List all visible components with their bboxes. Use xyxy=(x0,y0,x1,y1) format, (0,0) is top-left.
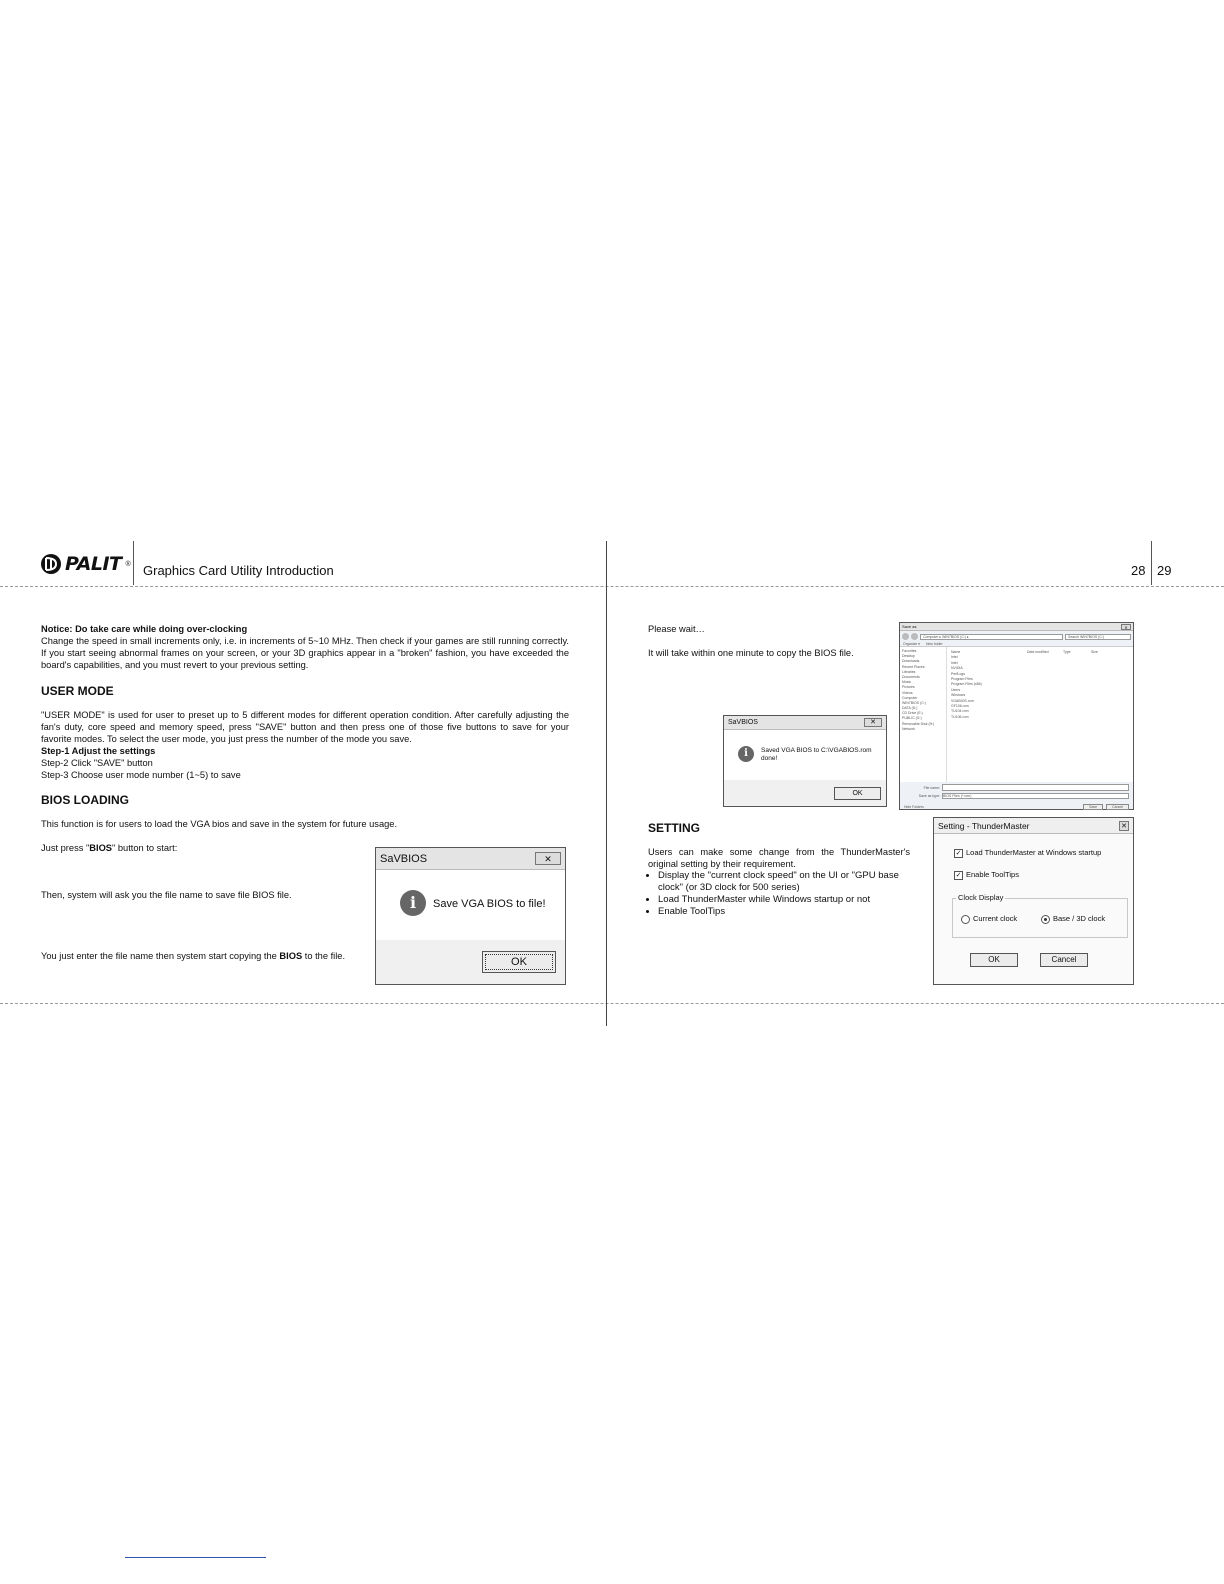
nav-pane xyxy=(900,647,947,782)
page-title: Graphics Card Utility Introduction xyxy=(143,563,334,578)
file-row[interactable]: Intel xyxy=(951,655,958,660)
nav-item[interactable]: DATA (D:) xyxy=(902,706,918,711)
base-clock-label: Base / 3D clock xyxy=(1053,914,1106,923)
saved-bios-dialog xyxy=(723,715,887,807)
setting-dialog xyxy=(933,817,1134,985)
user-mode-heading: USER MODE xyxy=(41,684,114,698)
save-fields xyxy=(900,782,1133,812)
clock-display-label: Clock Display xyxy=(958,893,1004,902)
column-date[interactable]: Date modified xyxy=(1027,649,1049,654)
notice-title: Notice: Do take care while doing over-clocking xyxy=(41,624,248,634)
address-bar[interactable]: Computer ▸ WIN7BIOS (C:) ▸ xyxy=(920,634,1063,640)
setting-intro: Users can make some change from the ThunderMaster's original setting by their requirement. xyxy=(648,847,910,869)
current-clock-radio[interactable] xyxy=(961,914,1017,924)
nav-item[interactable]: Downloads xyxy=(902,659,920,664)
save-type-select[interactable]: BIOS Files (*.rom) xyxy=(942,793,1129,799)
setting-bullets xyxy=(648,870,910,918)
close-icon[interactable]: ✕ xyxy=(864,718,882,727)
file-row[interactable]: Users xyxy=(951,687,961,692)
file-row[interactable]: Windows xyxy=(951,693,966,698)
enter-pre: You just enter the file name then system start copying the xyxy=(41,951,280,961)
page-number-right: 29 xyxy=(1157,563,1172,578)
nav-item[interactable]: CD Drive (E:) xyxy=(902,711,923,716)
save-type-row xyxy=(904,793,1129,799)
step-3: Step-3 Choose user mode number (1~5) to save xyxy=(41,770,241,780)
file-row[interactable]: GF106.rom xyxy=(951,703,969,708)
savbios-message: Save VGA BIOS to file! xyxy=(433,898,546,910)
save-actions xyxy=(904,804,1129,810)
nav-item[interactable]: Desktop xyxy=(902,654,915,659)
save-as-title: Save as xyxy=(902,624,917,629)
base-clock-radio[interactable] xyxy=(1041,914,1105,924)
file-row[interactable]: NVIDIA xyxy=(951,666,963,671)
info-icon: i xyxy=(400,890,426,916)
just-press-text xyxy=(41,842,177,854)
save-as-window xyxy=(899,622,1134,810)
cancel-button[interactable]: Cancel xyxy=(1106,804,1129,810)
file-name-row xyxy=(904,784,1129,791)
user-mode-section xyxy=(41,709,569,781)
savbios-body xyxy=(376,870,565,940)
footer-link-line xyxy=(125,1557,266,1558)
just-press-pre: Just press " xyxy=(41,843,90,853)
file-row[interactable]: Program Files xyxy=(951,676,973,681)
saved-bios-titlebar xyxy=(724,716,886,730)
setting-bullet: • Load ThunderMaster while Windows startup or not xyxy=(658,894,910,906)
file-row[interactable]: TU104.rom xyxy=(951,709,969,714)
savbios-dialog xyxy=(375,847,566,985)
saved-message-line-2: done! xyxy=(761,755,778,762)
enable-tooltips-checkbox[interactable] xyxy=(954,870,1019,880)
saved-bios-body xyxy=(724,730,886,780)
page-number-left: 28 xyxy=(1131,563,1146,578)
save-buttons xyxy=(1083,804,1129,810)
column-type[interactable]: Type xyxy=(1063,649,1071,654)
file-row[interactable]: Program Files (x86) xyxy=(951,682,982,687)
setting-bullet: • Display the "current clock speed" on the UI or "GPU base clock" (or 3D clock for 500 series) xyxy=(658,870,910,894)
new-folder-button[interactable]: New folder xyxy=(925,642,943,646)
nav-item[interactable]: Pictures xyxy=(902,685,915,690)
registered-mark: ® xyxy=(125,560,131,568)
setting-bullet: • Enable ToolTips xyxy=(658,906,910,918)
notice-body: Change the speed in small increments only, i.e. in increments of 5~10 MHz. Then check if your games are still running correctly. If you start seeing abnormal frames on your screen, or your 3D graphics appear in a "broken" fashion, you have exceeded the board's capabilities, and you must revert to your previous setting. xyxy=(41,636,569,670)
savbios-title: SaVBIOS xyxy=(380,852,428,865)
nav-item[interactable]: Computer xyxy=(902,695,918,700)
nav-item[interactable]: Network xyxy=(902,726,915,731)
step-1: Step-1 Adjust the settings xyxy=(41,746,156,756)
close-icon[interactable]: ✕ xyxy=(1121,624,1131,630)
setting-dialog-title: Setting - ThunderMaster xyxy=(938,820,1030,831)
bios-loading-heading: BIOS LOADING xyxy=(41,793,130,807)
file-list xyxy=(947,647,1133,782)
load-at-startup-checkbox[interactable] xyxy=(954,848,1101,858)
setting-heading: SETTING xyxy=(648,821,701,835)
ok-button[interactable]: OK xyxy=(482,951,556,973)
organize-button[interactable]: Organize ▾ xyxy=(903,642,920,646)
nav-item[interactable]: Recent Places xyxy=(902,664,925,669)
bios-loading-body: This function is for users to load the VGA bios and save in the system for future usage. xyxy=(41,819,398,829)
ok-button[interactable]: OK xyxy=(834,787,881,800)
file-row[interactable]: Intel xyxy=(951,660,958,665)
file-list-header xyxy=(951,649,1129,654)
search-input[interactable]: Search WIN7BIOS (C:) xyxy=(1065,634,1131,640)
setting-titlebar xyxy=(934,818,1133,834)
radio-on-icon[interactable] xyxy=(1041,915,1050,924)
current-clock-label: Current clock xyxy=(973,914,1018,923)
brand-name: PALIT xyxy=(65,553,122,575)
checkbox-checked-icon[interactable]: ✓ xyxy=(955,871,962,879)
file-row[interactable]: PerfLogs xyxy=(951,671,966,676)
page-spine xyxy=(606,541,607,1026)
step-2: Step-2 Click "SAVE" button xyxy=(41,758,153,768)
saved-message-line-1: Saved VGA BIOS to C:\VGABIOS.rom xyxy=(761,747,872,754)
then-text: Then, system will ask you the file name to save file BIOS file. xyxy=(41,890,292,900)
nav-item[interactable]: Videos xyxy=(902,690,913,695)
file-row[interactable]: TU106.rom xyxy=(951,714,969,719)
save-as-titlebar xyxy=(900,623,1133,631)
enter-post: to the file. xyxy=(302,951,346,961)
close-icon[interactable]: ✕ xyxy=(1119,821,1129,831)
nav-item[interactable]: Documents xyxy=(902,674,920,679)
nav-item[interactable]: Music xyxy=(902,680,912,685)
nav-item[interactable]: Removable Disk (H:) xyxy=(902,721,935,726)
palit-logo xyxy=(40,553,131,575)
saved-bios-title: SaVBIOS xyxy=(728,719,758,726)
load-at-startup-label: Load ThunderMaster at Windows startup xyxy=(966,848,1102,857)
file-name-input[interactable] xyxy=(942,784,1129,791)
column-size[interactable]: Size xyxy=(1091,649,1098,654)
please-wait-text: Please wait… xyxy=(648,624,705,634)
palit-logo-icon xyxy=(40,553,62,575)
setting-section xyxy=(648,846,910,918)
file-name-label: File name: xyxy=(923,785,940,790)
file-row[interactable]: VGABIOS.rom xyxy=(951,698,974,703)
savbios-titlebar xyxy=(376,848,565,870)
footer-rule xyxy=(0,1003,1224,1004)
nav-item[interactable]: PUBLIC (G:) xyxy=(902,716,922,721)
nav-item[interactable]: Libraries xyxy=(902,669,916,674)
saved-bios-message xyxy=(761,747,872,763)
copy-time-text: It will take within one minute to copy the BIOS file. xyxy=(648,648,854,658)
just-press-bios: BIOS xyxy=(89,843,112,853)
close-icon[interactable]: ✕ xyxy=(535,852,561,865)
enter-bios: BIOS xyxy=(279,951,303,961)
nav-item[interactable]: WIN7BIOS (C:) xyxy=(902,700,926,705)
radio-off-icon[interactable] xyxy=(961,915,970,924)
nav-item[interactable]: Favorites xyxy=(902,649,917,653)
address-bar-row xyxy=(900,631,1133,642)
notice-section xyxy=(41,623,569,671)
user-mode-body: "USER MODE" is used for user to preset up to 5 different modes for different operation condition. After carefully adjusting the fan's duty, core speed and memory speed, press "SAVE" button and then press one of those five buttons to save for your favorite modes. To select the user mode, you just press the number of the mode you save. xyxy=(41,710,569,744)
checkbox-checked-icon[interactable]: ✓ xyxy=(955,849,962,857)
cancel-button[interactable]: Cancel xyxy=(1040,953,1088,967)
save-type-label: Save as type: xyxy=(918,794,940,798)
info-icon: i xyxy=(738,746,754,762)
header-rule xyxy=(0,586,1224,587)
back-icon[interactable] xyxy=(902,633,909,640)
hide-folders-toggle[interactable]: Hide Folders xyxy=(904,805,924,809)
save-button[interactable]: Save xyxy=(1083,804,1103,810)
explorer-content xyxy=(900,647,1133,782)
forward-icon[interactable] xyxy=(911,633,918,640)
ok-button[interactable]: OK xyxy=(970,953,1018,967)
header-divider xyxy=(133,541,134,585)
clock-display-group xyxy=(952,893,1128,938)
enable-tooltips-label: Enable ToolTips xyxy=(966,870,1019,879)
column-name[interactable]: Name xyxy=(951,649,961,654)
page-number-divider xyxy=(1151,541,1152,585)
just-press-post: " button to start: xyxy=(112,843,178,853)
enter-file-text xyxy=(41,950,345,962)
